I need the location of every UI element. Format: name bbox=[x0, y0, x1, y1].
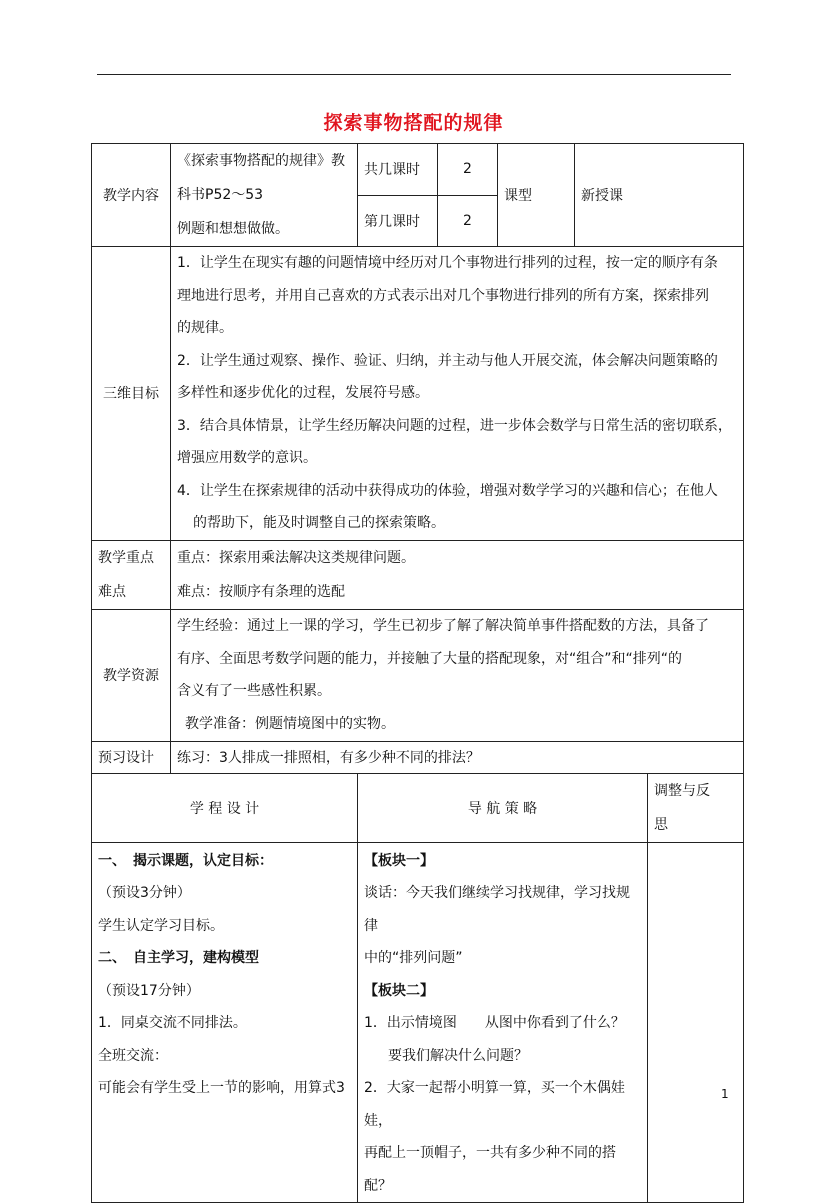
resources-cell bbox=[171, 609, 744, 741]
objective-line: 多样性和逐步优化的过程，发展符号感。 bbox=[177, 385, 429, 401]
top-rule bbox=[97, 74, 731, 75]
design-line: 全班交流： bbox=[98, 1047, 168, 1064]
design-line: （预设3分钟） bbox=[98, 885, 191, 901]
content-line: 例题和想想做做。 bbox=[177, 221, 289, 237]
preview-text: 练习：3人排成一排照相，有多少种不同的排法？ bbox=[171, 741, 744, 773]
content-line: 《探索事物搭配的规律》教科书P52～53 bbox=[177, 153, 345, 203]
strategy-line: 【板块一】 bbox=[364, 852, 434, 869]
preview-label: 预习设计 bbox=[92, 741, 171, 773]
resource-line: 教学准备：例题情境图中的实物。 bbox=[185, 715, 395, 732]
strategy-line: 要我们解决什么问题？ bbox=[388, 1047, 528, 1064]
design-line: 1．同桌交流不同排法。 bbox=[98, 1015, 247, 1031]
design-line: 可能会有学生受上一节的影响，用算式3 bbox=[98, 1080, 345, 1096]
objective-line: 增强应用数学的意识。 bbox=[177, 450, 317, 466]
reflection-cell bbox=[648, 842, 744, 1203]
objectives-label: 三维目标 bbox=[92, 247, 171, 541]
design-line: 一、 揭示课题，认定目标： bbox=[98, 852, 273, 869]
strategy-line: 中的“排列问题” bbox=[364, 950, 463, 966]
objective-line: 3．结合具体情景，让学生经历解决问题的过程，进一步体会数学与日常生活的密切联系， bbox=[177, 417, 732, 434]
strategy-line: 1．出示情境图 从图中你看到了什么？ bbox=[364, 1015, 625, 1031]
design-line: （预设17分钟） bbox=[98, 982, 200, 999]
lesson-type-value: 新授课 bbox=[575, 144, 744, 247]
key-point-text: 重点：探索用乘法解决这类规律问题。 bbox=[177, 549, 415, 566]
total-lessons-label: 共几课时 bbox=[358, 144, 438, 196]
content-label: 教学内容 bbox=[92, 144, 171, 247]
difficulty-label-line: 难点 bbox=[98, 583, 126, 600]
document-title: 探索事物搭配的规律 bbox=[323, 112, 504, 134]
key-points-cell bbox=[171, 540, 744, 609]
objective-line: 的帮助下，能及时调整自己的探索策略。 bbox=[193, 515, 445, 531]
strategy-line: 2．大家一起帮小明算一算，买一个木偶娃娃， bbox=[364, 1080, 625, 1129]
key-label-line: 教学重点 bbox=[98, 549, 154, 566]
content-cell bbox=[171, 144, 358, 247]
strategy-line: 再配上一顶帽子，一共有多少种不同的搭配？ bbox=[364, 1145, 616, 1194]
lesson-type-label: 课型 bbox=[498, 144, 575, 247]
design-line: 二、 自主学习，建构模型 bbox=[98, 950, 259, 966]
reflection-header-line: 调整与反 bbox=[654, 782, 710, 799]
resource-line: 含义有了一些感性积累。 bbox=[177, 683, 331, 699]
objective-line: 的规律。 bbox=[177, 320, 233, 336]
current-lesson-label: 第几课时 bbox=[358, 195, 438, 247]
design-line: 学生认定学习目标。 bbox=[98, 917, 224, 934]
lesson-plan-table bbox=[91, 143, 744, 1203]
current-lesson-value: 2 bbox=[438, 195, 498, 247]
design-cell bbox=[92, 842, 358, 1203]
resource-line: 有序、全面思考数学问题的能力，并接触了大量的搭配现象，对“组合”和“排列“的 bbox=[177, 650, 683, 667]
objectives-cell bbox=[171, 247, 744, 541]
objective-line: 理地进行思考，并用自己喜欢的方式表示出对几个事物进行排列的所有方案，探索排列 bbox=[177, 287, 709, 304]
strategy-cell bbox=[358, 842, 648, 1203]
resources-label: 教学资源 bbox=[92, 609, 171, 741]
reflection-column-header bbox=[648, 773, 744, 842]
objective-line: 4．让学生在探索规律的活动中获得成功的体验，增强对数学学习的兴趣和信心；在他人 bbox=[177, 482, 718, 499]
design-column-header: 学 程 设 计 bbox=[92, 773, 358, 842]
difficulty-text: 难点：按顺序有条理的选配 bbox=[177, 583, 345, 600]
strategy-line: 谈话：今天我们继续学习找规律，学习找规律 bbox=[364, 885, 630, 934]
key-points-label bbox=[92, 540, 171, 609]
total-lessons-value: 2 bbox=[438, 144, 498, 196]
strategy-line: 【板块二】 bbox=[364, 982, 434, 999]
resource-line: 学生经验：通过上一课的学习，学生已初步了解了解决简单事件搭配数的方法，具备了 bbox=[177, 618, 709, 634]
page-number: 1 bbox=[721, 1087, 729, 1101]
strategy-column-header: 导 航 策 略 bbox=[358, 773, 648, 842]
objective-line: 1．让学生在现实有趣的问题情境中经历对几个事物进行排列的过程，按一定的顺序有条 bbox=[177, 255, 718, 271]
reflection-header-line: 思 bbox=[654, 816, 668, 833]
objective-line: 2．让学生通过观察、操作、验证、归纳，并主动与他人开展交流，体会解决问题策略的 bbox=[177, 352, 718, 369]
